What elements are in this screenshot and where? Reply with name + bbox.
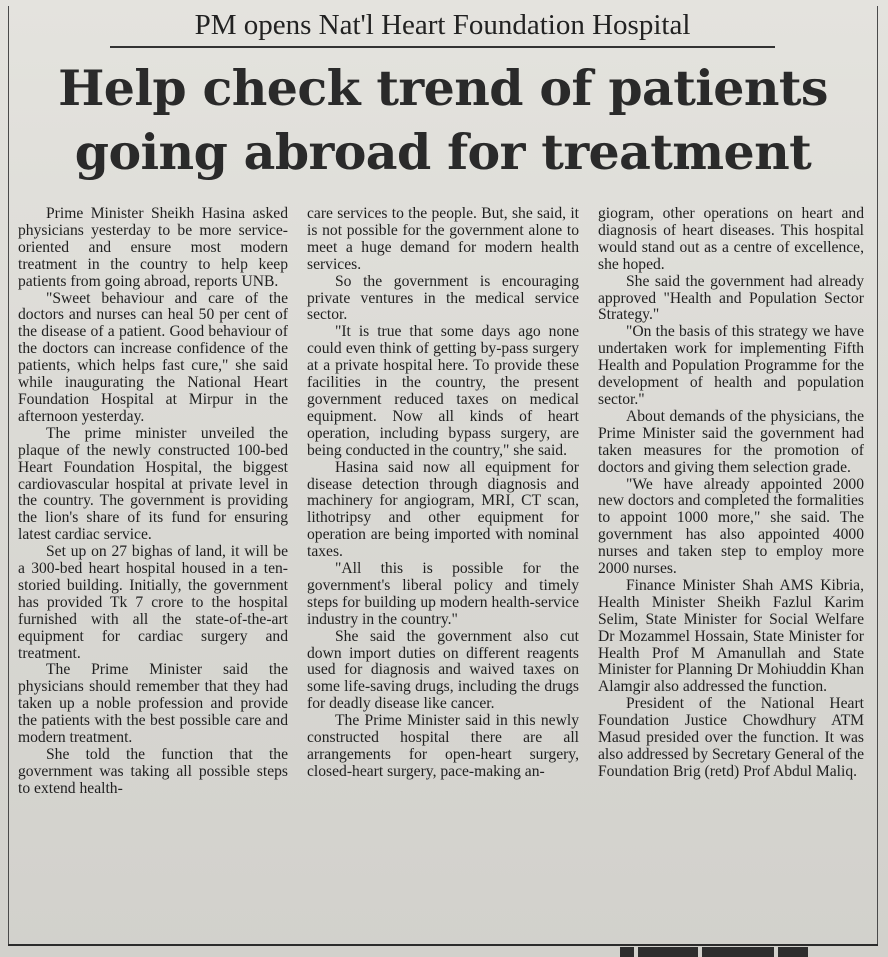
paragraph: "Sweet behaviour and care of the doctors and nurses can heal 50 per cent of the disease of a patient. Good behaviour of the doctors can increase confidence of the patients, which helps fast cure," she said while inaugurating the National Heart Foundation Hospital at Mirpur in the afternoon yesterday. xyxy=(18,289,288,425)
paragraph: "All this is possible for the government's liberal policy and timely steps for building up modern health-service industry in the country." xyxy=(307,560,579,628)
paragraph: The Prime Minister said in this newly constructed hospital there are all arrangements for open-heart surgery, closed-heart surgery, pace-making an- xyxy=(307,712,579,780)
paragraph: About demands of the physicians, the Prime Minister said the government had taken measures for the promotion of doctors and giving them selection grade. xyxy=(598,407,864,476)
right-column-rule xyxy=(877,6,878,944)
main-headline xyxy=(14,56,872,184)
next-article-fragment xyxy=(620,944,860,957)
paragraph: President of the National Heart Foundation Justice Chowdhury ATM Masud presided over the function. It was also addressed by Secretary General of the Foundation Brig (retd) Prof Abdul Maliq. xyxy=(598,695,864,780)
paragraph: So the government is encouraging private ventures in the medical service sector. xyxy=(307,272,579,324)
ink-fragment xyxy=(620,947,634,957)
headline-line-1: Help check trend of patients xyxy=(58,59,828,117)
left-column-rule xyxy=(8,6,9,944)
ink-fragment xyxy=(778,947,808,957)
paragraph-continued: giogram, other operations on heart and diagnosis of heart diseases. This hospital would stand out as a centre of excellence, she hoped. xyxy=(598,206,864,273)
paragraph: Finance Minister Shah AMS Kibria, Health Minister Sheikh Fazlul Karim Selim, State Minister for Social Welfare Dr Mozammel Hossain, State Minister for Health Prof M Amanullah and State Minister for Planning Dr Mohiuddin Khan Alamgir also addressed the function. xyxy=(598,576,864,696)
paragraph: "It is true that some days ago none could even think of getting by-pass surgery at a private hospital here. To provide these facilities in the country, the present government reduced taxes on medical equipment. Now all kinds of heart operation, including bypass surgery, are being conducted in the country," she said. xyxy=(307,323,579,459)
paragraph: "On the basis of this strategy we have undertaken work for implementing Fifth Health and Population Programme for the development of health and population sector." xyxy=(598,323,864,408)
paragraph: The prime minister unveiled the plaque of the newly constructed 100-bed Heart Foundation Hospital, the biggest cardiovascular hospital at private level in the country. The government is providing the lion's share of its fund for ensuring latest cardiac service. xyxy=(18,424,288,544)
paragraph-continued: care services to the people. But, she said, it is not possible for the government alone to meet a huge demand for modern health services. xyxy=(307,206,579,273)
article-column-2 xyxy=(307,206,579,942)
paragraph: Set up on 27 bighas of land, it will be a 300-bed heart hospital housed in a ten-storied building. Initially, the government has provided Tk 7 crore to the hospital furnished with all the state-of-the-art equipment for cardiac surgery and treatment. xyxy=(18,543,288,662)
headline-line-2: going abroad for treatment xyxy=(74,123,812,181)
paragraph: She said the government also cut down import duties on different reagents used for diagnosis and waived taxes on some life-saving drugs, including the drugs for deadly disease like cancer. xyxy=(307,627,579,713)
article-column-3 xyxy=(598,206,864,942)
ink-fragment xyxy=(702,947,774,957)
kicker-headline: PM opens Nat'l Heart Foundation Hospital xyxy=(110,8,775,48)
paragraph: Hasina said now all equipment for disease detection through diagnosis and machinery for angiogram, MRI, CT scan, lithotripsy and other equipment for operation are being imported with nominal taxes. xyxy=(307,458,579,561)
paragraph: "We have already appointed 2000 new doctors and completed the formalities to appoint 1000 more," she said. The government has also appointed 4000 nurses and taken step to employ more 2000 nurses. xyxy=(598,475,864,578)
paragraph: Prime Minister Sheikh Hasina asked physicians yesterday to be more service-oriented and ensure most modern treatment in the country to help keep patients from going abroad, reports UNB. xyxy=(18,206,288,290)
ink-fragment xyxy=(638,947,698,957)
paragraph: She told the function that the government was taking all possible steps to extend health- xyxy=(18,746,288,797)
article-column-1 xyxy=(18,206,288,942)
paragraph: She said the government had already approved "Health and Population Sector Strategy." xyxy=(598,272,864,324)
paragraph: The Prime Minister said the physicians should remember that they had taken up a noble profession and provide the patients with the best possible care and modern treatment. xyxy=(18,661,288,747)
